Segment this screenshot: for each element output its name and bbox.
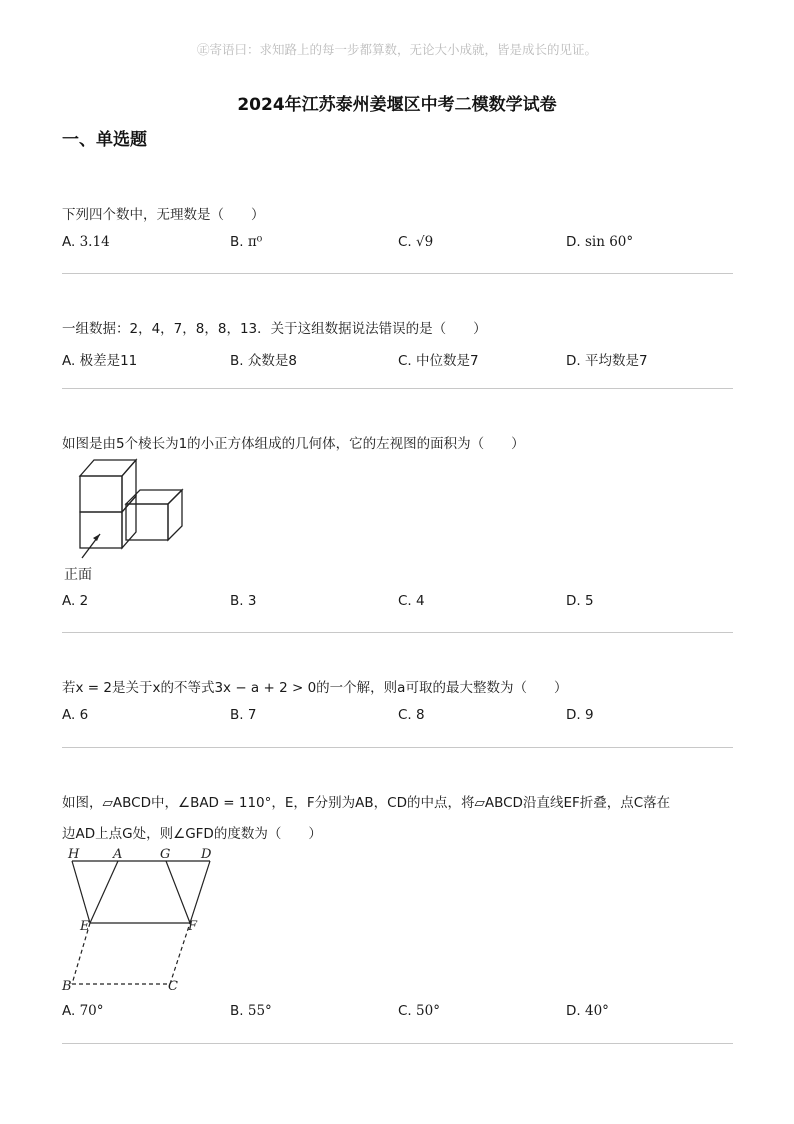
option-text: 众数是8 <box>247 353 297 369</box>
option-text: 极差是11 <box>79 353 138 369</box>
q2-option-b[interactable] <box>230 349 297 369</box>
figure-label: 正面 <box>64 567 92 583</box>
q1-option-c[interactable] <box>398 234 433 250</box>
question-2-stem: 一组数据：2，4，7，8，8，13．关于这组数据说法错误的是（ ） <box>62 321 487 337</box>
q2-option-c[interactable] <box>398 349 479 369</box>
option-letter: D. <box>566 593 581 609</box>
q4-option-c[interactable] <box>398 707 425 723</box>
option-text: sin 60° <box>584 234 634 250</box>
option-letter: A. <box>62 1003 76 1019</box>
option-text: √9 <box>416 234 434 250</box>
option-text: 9 <box>584 707 594 723</box>
option-text: 7 <box>247 707 257 723</box>
motto-banner: ㊣寄语曰：求知路上的每一步都算数，无论大小成就，皆是成长的见证。 <box>196 42 597 57</box>
option-text: 50° <box>416 1003 440 1019</box>
q2-option-a[interactable] <box>62 349 137 369</box>
option-text: 70° <box>79 1003 104 1019</box>
question-4-stem: 若x = 2是关于x的不等式3x − a + 2 > 0的一个解，则a可取的最大整数为（ ） <box>62 680 568 696</box>
cube-face <box>80 460 136 476</box>
q4-option-b[interactable] <box>230 707 256 723</box>
cube-face <box>80 512 122 548</box>
option-text: 3.14 <box>79 234 110 250</box>
q3-option-a[interactable] <box>62 593 88 609</box>
divider <box>62 632 733 633</box>
q1-option-b[interactable] <box>230 234 262 250</box>
q4-option-d[interactable] <box>566 707 594 723</box>
option-text: 6 <box>79 707 89 723</box>
option-letter: D. <box>566 1003 581 1019</box>
option-text: π⁰ <box>247 234 263 250</box>
option-letter: A. <box>62 707 76 723</box>
option-text: 2 <box>79 593 89 609</box>
point-label: A <box>113 847 123 862</box>
q5-option-a[interactable] <box>62 1003 104 1019</box>
q3-option-c[interactable] <box>398 593 425 609</box>
q5-option-c[interactable] <box>398 1003 440 1019</box>
option-letter: B. <box>230 593 244 609</box>
point-label: B <box>62 979 72 994</box>
option-letter: A. <box>62 234 76 250</box>
option-text: 40° <box>584 1003 609 1019</box>
option-text: 8 <box>416 707 425 723</box>
option-letter: A. <box>62 593 76 609</box>
point-label: D <box>201 847 212 862</box>
option-text: 55° <box>247 1003 272 1019</box>
q2-option-d[interactable] <box>566 349 648 369</box>
cube-solid-figure <box>60 452 190 588</box>
divider <box>62 1043 733 1044</box>
parallelogram-fold-figure <box>60 844 220 996</box>
section-heading: 一、单选题 <box>62 130 147 150</box>
option-letter: D. <box>566 353 581 369</box>
question-3-stem: 如图是由5个棱长为1的小正方体组成的几何体，它的左视图的面积为（ ） <box>62 436 525 452</box>
option-letter: C. <box>398 1003 412 1019</box>
point-label: H <box>68 847 80 862</box>
q1-option-a[interactable] <box>62 234 110 250</box>
question-5-stem-line-2: 边AD上点G处，则∠GFD的度数为（ ） <box>62 826 322 842</box>
point-label: F <box>188 919 198 934</box>
point-label: C <box>168 979 178 994</box>
option-letter: D. <box>566 234 581 250</box>
question-5-stem-line-1: 如图，▱ABCD中，∠BAD = 110°，E，F分别为AB，CD的中点，将▱ABCD沿直线EF折叠，点C落在 <box>62 795 671 811</box>
option-text: 中位数是7 <box>416 353 479 369</box>
page-title: 2024年江苏泰州姜堰区中考二模数学试卷 <box>237 95 557 115</box>
question-1-stem: 下列四个数中，无理数是（ ） <box>62 207 265 223</box>
option-text: 4 <box>416 593 425 609</box>
option-text: 平均数是7 <box>584 353 648 369</box>
option-letter: B. <box>230 707 244 723</box>
q3-option-b[interactable] <box>230 593 256 609</box>
option-letter: B. <box>230 234 244 250</box>
option-text: 3 <box>247 593 257 609</box>
option-text: 5 <box>584 593 594 609</box>
divider <box>62 273 733 274</box>
q4-option-a[interactable] <box>62 707 88 723</box>
q5-option-d[interactable] <box>566 1003 609 1019</box>
option-letter: C. <box>398 234 412 250</box>
cube-face <box>126 504 168 540</box>
q3-option-d[interactable] <box>566 593 594 609</box>
cube-face <box>168 490 182 540</box>
divider <box>62 388 733 389</box>
option-letter: A. <box>62 353 76 369</box>
option-letter: C. <box>398 593 412 609</box>
point-label: E <box>80 919 90 934</box>
option-letter: D. <box>566 707 581 723</box>
option-letter: C. <box>398 353 412 369</box>
option-letter: B. <box>230 353 244 369</box>
option-letter: C. <box>398 707 412 723</box>
point-label: G <box>160 847 171 862</box>
q5-option-b[interactable] <box>230 1003 272 1019</box>
arrow-head <box>93 534 100 541</box>
q1-option-d[interactable] <box>566 234 633 250</box>
option-letter: B. <box>230 1003 244 1019</box>
cube-face <box>80 476 122 512</box>
divider <box>62 747 733 748</box>
